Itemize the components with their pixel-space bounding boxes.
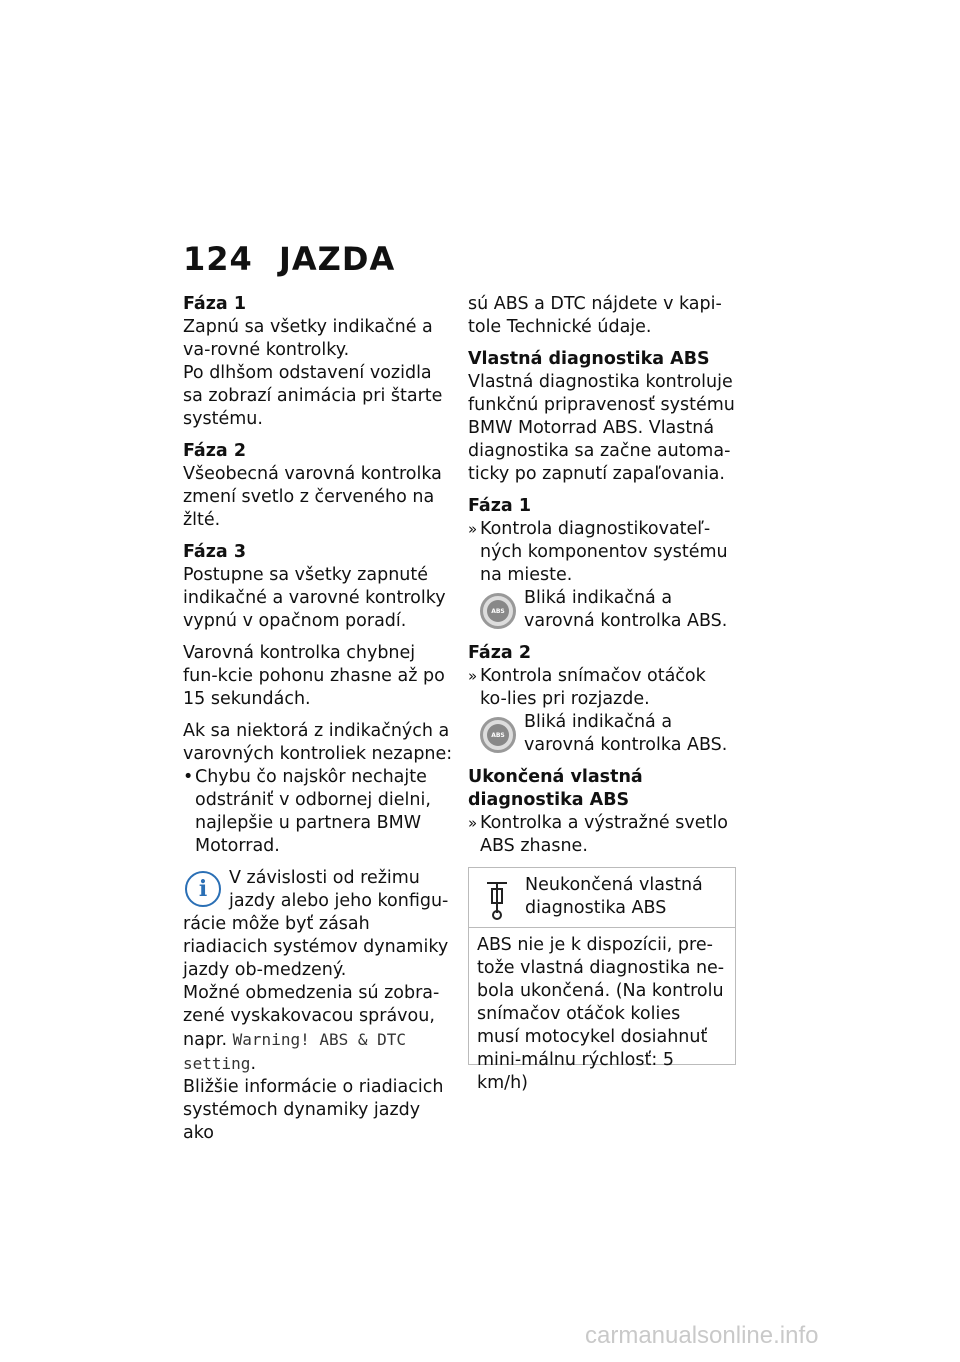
diag-phase2-heading: Fáza 2 xyxy=(468,643,532,663)
list-item xyxy=(468,665,738,711)
box-title: Neukončená vlastná diagnostika ABS xyxy=(525,875,703,918)
drive-warning-paragraph: Varovná kontrolka chybnej fun-kcie pohonu zhasne až po 15 sekundách. xyxy=(183,643,445,709)
phase1-text: Zapnú sa všetky indikačné a va-rovné kontrolky. xyxy=(183,317,433,360)
continued-text: sú ABS a DTC nájdete v kapi-tole Technické údaje. xyxy=(468,294,722,337)
diag-end-item: Kontrolka a výstražné svetlo ABS zhasne. xyxy=(480,813,728,856)
info-icon: i xyxy=(185,871,221,907)
list-item xyxy=(468,812,738,858)
info-note xyxy=(183,867,453,982)
watermark: carmanualsonline.info xyxy=(585,1322,819,1349)
bullet-marker: • xyxy=(183,767,194,787)
list-item xyxy=(183,766,453,858)
abs-warning-light-icon xyxy=(480,593,516,629)
info-text-3: Bližšie informácie o riadiacich systémoch dynamiky jazdy ako xyxy=(183,1077,444,1143)
abs-icon-label: ABS xyxy=(487,600,509,622)
page-header xyxy=(183,240,395,278)
box-text: ABS nie je k dispozícii, pre-tože vlastná diagnostika ne-bola ukončená. (Na kontrolu snímačov otáčok kolies musí motocykel dosiahnuť mini-málnu rýchlosť: 5 km/h) xyxy=(477,935,725,1093)
abs-lamp-note xyxy=(480,587,738,633)
abs-lamp-note xyxy=(480,711,738,757)
diag-text: Vlastná diagnostika kontroluje funkčnú pripravenosť systému BMW Motorrad ABS. Vlastná diagnostika sa začne automa-ticky po zapnutí zapaľovania. xyxy=(468,372,735,484)
bullet-text: Chybu čo najskôr nechajte odstrániť v odbornej dielni, najlepšie u partnera BMW Motorrad. xyxy=(195,767,431,856)
chapter-title: JAZDA xyxy=(279,240,396,278)
diag-phase1-lamp: Bliká indikačná a varovná kontrolka ABS. xyxy=(524,588,728,631)
list-item xyxy=(468,518,738,587)
left-column xyxy=(183,293,453,1145)
diag-end-heading: Ukončená vlastná diagnostika ABS xyxy=(468,767,643,810)
diag-phase2-lamp: Bliká indikačná a varovná kontrolka ABS. xyxy=(524,712,728,755)
phase3-heading: Fáza 3 xyxy=(183,542,247,562)
phase1-heading: Fáza 1 xyxy=(183,294,247,314)
page-number: 124 xyxy=(183,240,253,278)
phase2-text: Všeobecná varovná kontrolka zmení svetlo z červeného na žlté. xyxy=(183,464,442,530)
abs-warning-light-icon xyxy=(480,717,516,753)
info-text-2 xyxy=(183,982,453,1076)
arrow-marker: » xyxy=(468,520,478,538)
info-text-2a: Možné obmedzenia sú zobra-zené vyskakovacou správou, napr. xyxy=(183,983,440,1050)
diag-phase1-item: Kontrola diagnostikovateľ-ných komponentov systému na mieste. xyxy=(480,519,728,585)
abs-icon-label: ABS xyxy=(487,724,509,746)
phase2-heading: Fáza 2 xyxy=(183,441,247,461)
phase3-text: Postupne sa všetky zapnuté indikačné a varovné kontrolky vypnú v opačnom poradí. xyxy=(183,565,446,631)
diag-phase1-heading: Fáza 1 xyxy=(468,496,532,516)
info-text: V závislosti od režimu jazdy alebo jeho konfigu-rácie môže byť zásah riadiacich systémov dynamiky jazdy ob-medzený. xyxy=(183,868,449,980)
diag-phase2-item: Kontrola snímačov otáčok ko-lies pri rozjazde. xyxy=(480,666,706,709)
lamp-fault-paragraph: Ak sa niektorá z indikačných a varovných kontroliek nezapne: xyxy=(183,721,453,764)
diag-heading: Vlastná diagnostika ABS xyxy=(468,349,710,369)
arrow-marker: » xyxy=(468,814,478,832)
right-column xyxy=(468,293,738,858)
wrench-icon xyxy=(483,877,511,921)
info-text-2b: . xyxy=(250,1054,257,1074)
workshop-note-box xyxy=(468,867,736,1093)
warning-message: Warning! ABS & DTC setting xyxy=(183,1030,407,1073)
arrow-marker: » xyxy=(468,667,478,685)
phase1-text-2: Po dlhšom odstavení vozidla sa zobrazí animácia pri štarte systému. xyxy=(183,363,443,429)
